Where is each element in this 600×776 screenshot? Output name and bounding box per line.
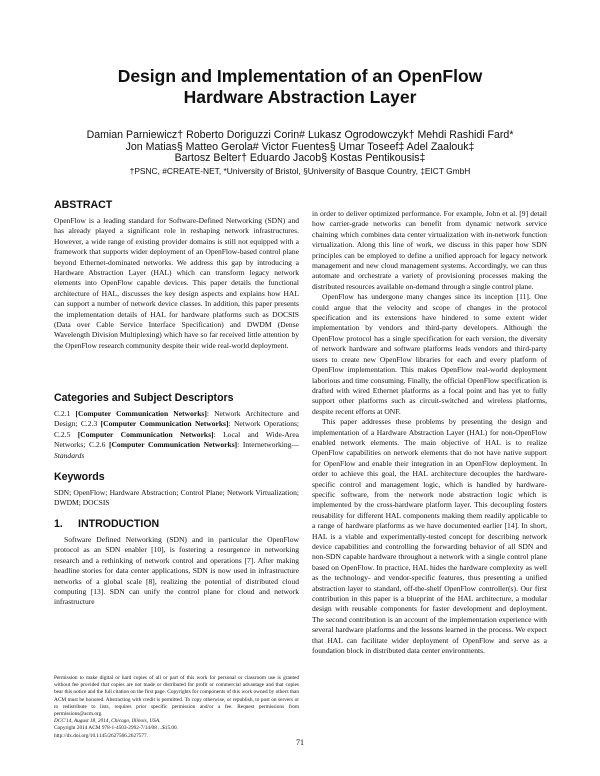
authors-line-2: Jon Matias§ Matteo Gerola# Victor Fuentes§ Umar Toseef‡ Adel Zaalouk‡ (125, 140, 475, 153)
keywords-section (54, 471, 299, 509)
abstract-heading: ABSTRACT (54, 199, 113, 211)
category-c3-class: [Computer Communication Networks] (77, 429, 214, 439)
category-c3-id: C.2.5 (54, 429, 71, 439)
paper-title (0, 66, 600, 108)
category-c1-id: C.2.1 (54, 409, 71, 418)
category-c4-id: C.2.6 (89, 440, 106, 450)
keywords-heading: Keywords (54, 471, 105, 483)
category-c1-class: [Computer Communication Networks] (75, 409, 207, 418)
introduction-heading (54, 518, 299, 531)
authors-line-3: Bartosz Belter† Eduardo Jacob§ Kostas Pentikousis‡ (174, 152, 426, 165)
introduction-title: INTRODUCTION (78, 518, 160, 530)
introduction-paragraph-1: Software Defined Networking (SDN) and in particular the OpenFlow protocol as an SDN enabler [10], is fostering a resurgence in networking research and a rethinking of network control and operations [7]. After making headline stories for data center applications, SDN is now used in infrastructure networks of a global scale [8], realizing the potential of distributed cloud computing [13]. SDN can unify the control plane for cloud and network infrastructure (54, 535, 299, 607)
category-c4-desc: : Internetworking— (237, 440, 299, 450)
abstract-section (54, 199, 299, 351)
category-c2-desc: : Network Operations; (228, 419, 299, 429)
copyright-line: Copyright 2014 ACM 978-1-4503-2992-7/14/08 ...$15.00. (54, 725, 179, 732)
category-c1-desc: : Network Architecture and Design; (54, 409, 299, 429)
title-line-1: Design and Implementation of an OpenFlow (117, 66, 483, 86)
page-number: 71 (296, 738, 304, 747)
abstract-text: OpenFlow is a leading standard for Software-Defined Networking (SDN) and has already played a significant role in reshaping network infrastructures. However, a wide range of existing provider domains is still not equipped with a framework that supports wider deployment of an OpenFlow-based control plane beyond Ethernet-dominated networks. We address this gap by introducing a Hardware Abstraction Layer (HAL) which can transform legacy network elements into OpenFlow capable devices. This paper details the functional architecture of HAL, discusses the key design aspects and explains how HAL can support a number of network device classes. In addition, this paper presents the implementation details of HAL for hardware platforms such as DOCSIS (Data over Cable Service Interface Specification) and DWDM (Dense Wavelength Division Multiplexing) which have so far received little attention by the OpenFlow research community despite their wide real-world deployment. (54, 216, 299, 350)
introduction-paragraph-3: This paper addresses these problems by presenting the design and implementation of a Hardware Abstraction Layer (HAL) for non-OpenFlow enabled network elements. The main objective of HAL is to realize OpenFlow capabilities on network elements that do not have native support for OpenFlow and enable their integration in an OpenFlow deployment. In order to achieve this goal, the HAL architecture decouples the hardware-specific control and management logic, which is handled by hardware-specific software, from the network node abstraction logic which is implemented by the cross-hardware platform layer. This decoupling fosters reusability for different HAL components making them readily applicable to a range of hardware platforms as we have documented earlier [14]. In short, HAL is a viable and experimentally-tested concept for describing network device capabilities and controlling the forwarding behavior of all SDN and non-SDN capable hardware throughout a network with a single control plane based on OpenFlow. In practice, HAL hides the hardware complexity as well as the technology- and vendor-specific features, thus presenting a unified abstraction layer to standard, off-the-shelf OpenFlow controller(s). Our first contribution in this paper is a blueprint of the HAL architecture, a modular design with reusable components for faster development and deployment. The second contribution is an account of the implementation experience with several hardware platforms and the lessons learned in the process. We expect that HAL can facilitate wider deployment of OpenFlow and serve as a foundation block in distributed data center environments. (312, 417, 547, 656)
introduction-paragraph-1-cont: in order to deliver optimized performance. For example, John et al. [9] detail how carrier-grade networks can benefit from dynamic network service chaining which combines data center virtualization with in-network function virtualization. Along this line of work, we discuss in this paper how SDN principles can be employed to define a unified approach for legacy network management and new cloud management systems. Accordingly, we can thus automate and orchestrate a variety of provisioning processes making the distributed resources available on-demand through a single control plane. (312, 209, 547, 291)
categories-text (54, 409, 299, 461)
category-c3-desc: : Local and Wide-Area Networks; (54, 429, 300, 450)
introduction-number: 1. (54, 518, 63, 530)
title-line-2: Hardware Abstraction Layer (183, 87, 417, 107)
keywords-text: SDN; OpenFlow; Hardware Abstraction; Control Plane; Network Virtualization; DWDM; DOCSIS (54, 488, 299, 508)
permission-notice: Permission to make digital or hard copies of all or part of this work for personal or classroom use is granted without fee provided that copies are not made or distributed for profit or commercial advantage and that copies bear this notice and the full citation on the first page. Copyrights for components of this work owned by others than ACM must be honored. Abstracting with credit is permitted. To copy otherwise, or republish, to post on servers or to redistribute to lists, requires prior specific permission and/or a fee. Request permissions from permissions@acm.org. (54, 675, 299, 718)
copyright-footnote (54, 675, 299, 740)
category-c2-class: [Computer Communication Networks] (100, 419, 229, 429)
venue-line: DCC'14, August 18, 2014, Chicago, Illinois, USA. (54, 718, 161, 725)
introduction-paragraph-2: OpenFlow has undergone many changes since its inception [11]. One could argue that the velocity and scope of changes in the protocol specification and its extensions have hindered to some extent wider implementation by vendors and third-party developers. Although the OpenFlow protocol has a single specification for each version, the diversity of network hardware and software platforms leads vendors and third-party users to create new OpenFlow libraries for each and every platform of OpenFlow implementation. This makes OpenFlow real-world deployment laborious and time consuming. Finally, the official OpenFlow specification is drafted with wired Ethernet platforms as a focal point and has yet to fully support other platforms such as circuit-switched and wireless platforms, despite recent efforts at ONF. (312, 292, 547, 416)
right-column (312, 209, 547, 656)
author-list (40, 130, 560, 165)
affiliations: †PSNC, #CREATE-NET, *University of Bristol, §University of Basque Country, ‡EICT GmbH (129, 166, 471, 176)
doi-line: http://dx.doi.org/10.1145/2627566.2627577. (54, 732, 149, 739)
categories-section (54, 392, 299, 461)
authors-line-1: Damian Parniewicz† Roberto Doriguzzi Corin# Lukasz Ogrodowczyk† Mehdi Rashidi Fard* (86, 129, 514, 141)
categories-heading: Categories and Subject Descriptors (54, 392, 234, 404)
category-c4-class: [Computer Communication Networks] (108, 440, 238, 450)
category-c2-id: C.2.3 (80, 419, 98, 429)
category-c4-tail: Standards (54, 450, 85, 460)
introduction-section (54, 518, 299, 608)
